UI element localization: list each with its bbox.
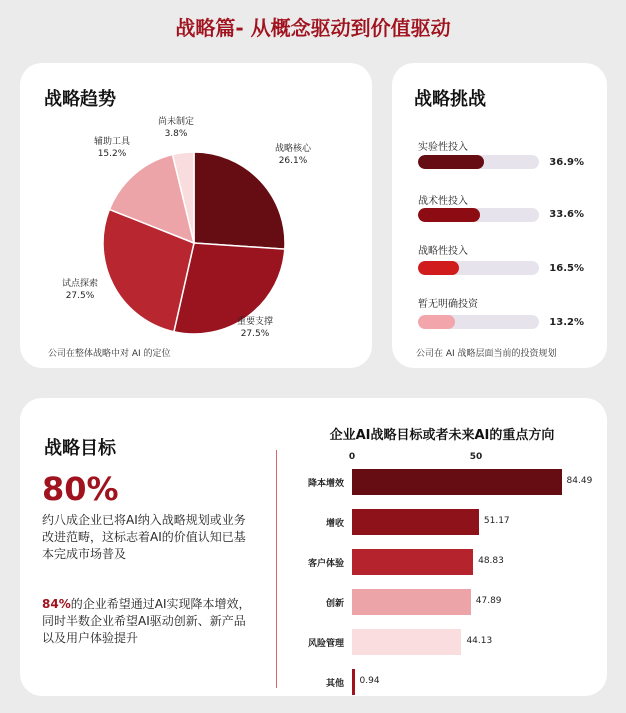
page-title: 战略篇- 从概念驱动到价值驱动 [175, 16, 451, 40]
challenge-value-experimental: 36.9% [549, 157, 584, 168]
pie-label-pilot-name: 试点探索 [62, 279, 99, 289]
pie-label-core-pct: 26.1% [278, 156, 308, 166]
focus-category-risk: 风险管理 [307, 639, 344, 649]
focus-category-innovation: 创新 [325, 599, 344, 609]
focus-chart-title: 企业AI战略目标或者未来AI的重点方向 [329, 428, 555, 443]
focus-bar-cx [352, 549, 473, 575]
challenge-track-none [418, 315, 539, 329]
goal-highlight-number: 84% [42, 597, 71, 611]
challenge-track-tactical [418, 208, 539, 222]
goal-paragraph-2-text: 的企业希望通过AI实现降本增效，同时半数企业希望AI驱动创新、新产品以及用户体验提升 [42, 597, 251, 645]
focus-x-tick-50: 50 [469, 452, 483, 462]
focus-value-cx: 48.83 [478, 556, 504, 566]
strategy-trend-caption: 公司在整体战略中对 AI 的定位 [48, 349, 171, 359]
pie-label-pilot-pct: 27.5% [65, 291, 95, 301]
strategy-goal-heading: 战略目标 [44, 438, 116, 459]
challenge-value-tactical: 33.6% [549, 209, 584, 220]
challenge-label-none: 暂无明确投资 [418, 299, 478, 310]
focus-category-other: 其他 [325, 679, 344, 689]
strategy-challenge-heading: 战略挑战 [414, 89, 486, 110]
pie-label-tool-name: 辅助工具 [94, 137, 131, 147]
goal-big-number: 80% [42, 470, 119, 508]
strategy-challenge-card [392, 63, 607, 368]
pie-label-support [237, 316, 273, 340]
pie-label-pilot [62, 278, 98, 302]
focus-category-cx: 客户体验 [307, 559, 344, 569]
goal-paragraph-2 [42, 596, 252, 647]
focus-value-cost: 84.49 [566, 476, 593, 486]
challenge-track-strategic [418, 261, 539, 275]
challenge-track-experimental [418, 155, 539, 169]
focus-value-revenue: 51.17 [483, 516, 510, 526]
challenge-fill-none [418, 315, 455, 329]
pie-slice-core [194, 152, 285, 249]
focus-value-other: 0.94 [359, 676, 380, 686]
focus-bar-innovation [352, 589, 471, 615]
pie-label-support-pct: 27.5% [240, 329, 270, 339]
pie-label-tool [94, 136, 130, 160]
focus-bar-cost [352, 469, 562, 495]
pie-label-none-name: 尚未制定 [158, 117, 195, 127]
pie-label-none-pct: 3.8% [164, 129, 188, 139]
focus-category-cost: 降本增效 [307, 479, 344, 489]
challenge-fill-tactical [418, 208, 480, 222]
challenge-fill-experimental [418, 155, 484, 169]
focus-value-risk: 44.13 [466, 636, 493, 646]
challenge-value-none: 13.2% [549, 317, 584, 328]
challenge-value-strategic: 16.5% [549, 263, 584, 274]
pie-label-core [275, 143, 311, 167]
challenge-fill-strategic [418, 261, 459, 275]
focus-bar-other [352, 669, 355, 695]
strategy-goal-card [20, 398, 607, 696]
challenge-label-experimental: 实验性投入 [418, 142, 468, 153]
focus-x-tick-0: 0 [348, 452, 356, 462]
focus-bar-revenue [352, 509, 479, 535]
vertical-divider [276, 450, 277, 688]
goal-paragraph-1: 约八成企业已将AI纳入战略规划或业务改进范畴，这标志着AI的价值认知已基本完成市场普及 [42, 513, 246, 561]
pie-label-core-name: 战略核心 [275, 144, 312, 154]
strategy-challenge-caption: 公司在 AI 战略层面当前的投资规划 [416, 349, 557, 359]
pie-label-tool-pct: 15.2% [97, 149, 127, 159]
pie-label-support-name: 重要支撑 [237, 317, 274, 327]
pie-label-none [158, 116, 194, 140]
challenge-label-tactical: 战术性投入 [418, 196, 468, 207]
strategy-trend-card [20, 63, 372, 368]
strategy-trend-pie-chart [20, 63, 372, 368]
focus-category-revenue: 增收 [325, 519, 344, 529]
challenge-label-strategic: 战略性投入 [418, 246, 468, 257]
focus-value-innovation: 47.89 [475, 596, 502, 606]
focus-bar-risk [352, 629, 461, 655]
strategy-trend-heading: 战略趋势 [44, 89, 116, 110]
